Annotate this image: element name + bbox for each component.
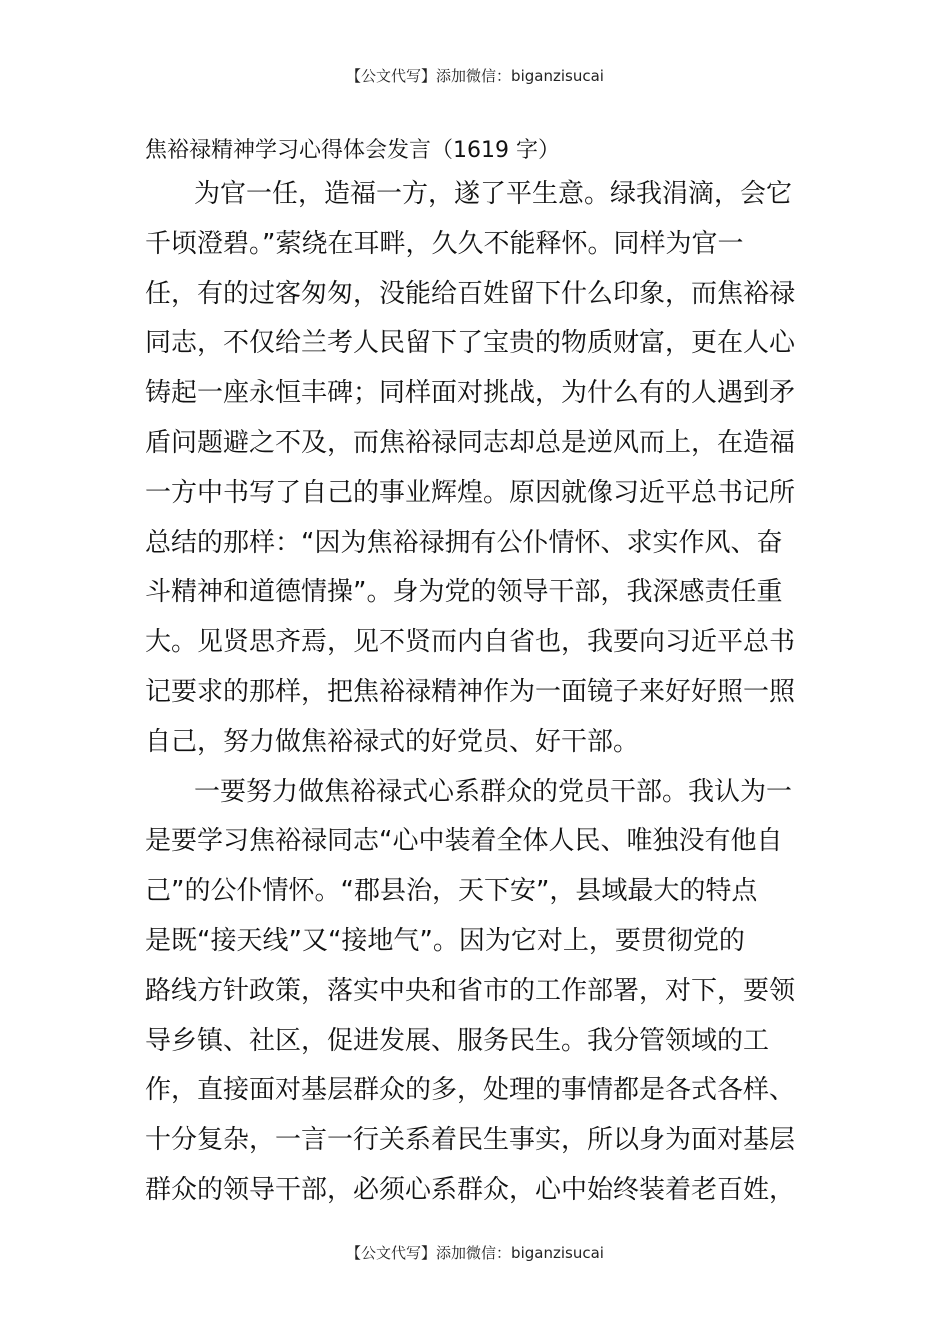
paragraph-2-line: 是既“接天线”又“接地气”。因为它对上，要贯彻党的: [145, 925, 745, 956]
paragraph-1-line: 铸起一座永恒丰碑；同样面对挑战，为什么有的人遇到矛: [145, 378, 796, 409]
paragraph-1-line: 为官一任，造福一方，遂了平生意。绿我涓滴，会它: [194, 179, 793, 209]
paragraph-2-line: 一要努力做焦裕禄式心系群众的党员干部。我认为一: [194, 776, 793, 807]
paragraph-2-line: 群众的领导干部，必须心系群众，心中始终装着老百姓，: [145, 1174, 796, 1205]
paragraph-1-line: 盾问题避之不及，而焦裕禄同志却总是逆风而上，在造福: [145, 427, 796, 458]
document-body: [145, 132, 810, 1216]
page-footer: 【公文代写】添加微信：biganzisucai: [346, 1244, 604, 1262]
document-text: [145, 170, 810, 1216]
page-header: 【公文代写】添加微信：biganzisucai: [346, 67, 604, 85]
paragraph-2-line: 是要学习焦裕禄同志“心中装着全体人民、唯独没有他自: [145, 826, 783, 857]
paragraph-1-line: 总结的那样：“因为焦裕禄拥有公仆情怀、求实作风、奋: [145, 527, 783, 558]
document-title: 焦裕禄精神学习心得体会发言（1619 字）: [145, 138, 560, 163]
paragraph-2-line: 己”的公仆情怀。“郡县治，天下安”，县域最大的特点: [145, 876, 758, 907]
paragraph-2-line: 导乡镇、社区，促进发展、服务民生。我分管领域的工: [145, 1025, 770, 1056]
paragraph-1-line: 大。见贤思齐焉，见不贤而内自省也，我要向习近平总书: [145, 627, 796, 658]
paragraph-1-line: 一方中书写了自己的事业辉煌。原因就像习近平总书记所: [145, 477, 796, 508]
paragraph-1-line: 任，有的过客匆匆，没能给百姓留下什么印象，而焦裕禄: [145, 278, 796, 309]
paragraph-1-line: 记要求的那样，把焦裕禄精神作为一面镜子来好好照一照: [145, 676, 796, 707]
paragraph-1-line: 自己，努力做焦裕禄式的好党员、好干部。: [145, 726, 640, 757]
paragraph-2-line: 路线方针政策，落实中央和省市的工作部署，对下，要领: [145, 975, 796, 1006]
paragraph-2-line: 作，直接面对基层群众的多，处理的事情都是各式各样、: [145, 1075, 796, 1106]
paragraph-2-line: 十分复杂，一言一行关系着民生事实，所以身为面对基层: [145, 1125, 796, 1156]
paragraph-1-line: 千顷澄碧。”萦绕在耳畔，久久不能释怀。同样为官一: [145, 228, 744, 259]
paragraph-1-line: 斗精神和道德情操”。身为党的领导干部，我深感责任重: [145, 577, 783, 608]
paragraph-1-line: 同志，不仅给兰考人民留下了宝贵的物质财富，更在人心: [145, 328, 796, 359]
